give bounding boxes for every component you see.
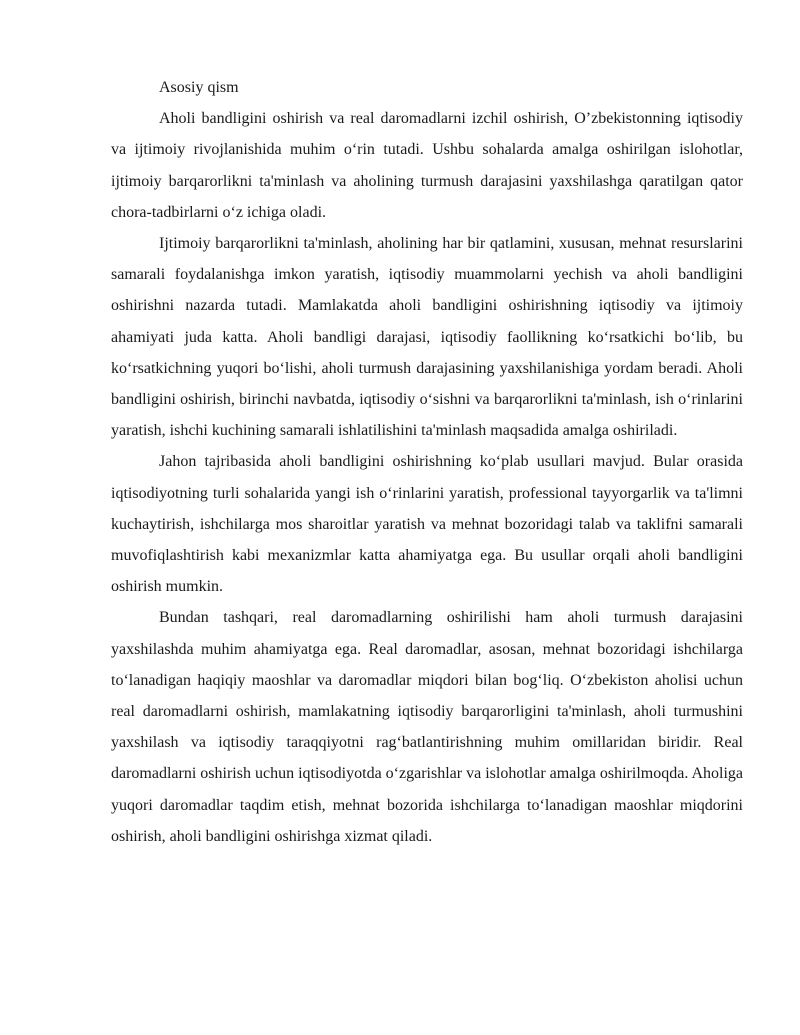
section-heading: Asosiy qism [159,79,239,96]
paragraph-1: Aholi bandligini oshirish va real daromadlarni izchil oshirish, O’zbekistonning iqtisodiy va ijtimoiy rivojlanishida muhim o‘rin tutadi. Ushbu sohalarda amalga oshirilgan islohotlar, ijtimoiy barqarorlikni ta'minlash va aholining turmush darajasini yaxshilashga qaratilgan qator chora-tadbirlarni o‘z ichiga oladi. [111,110,743,221]
paragraph-2: Ijtimoiy barqarorlikni ta'minlash, aholining har bir qatlamini, xususan, mehnat resurslarini samarali foydalanishga imkon yaratish, iqtisodiy muammolarni yechish va aholi bandligini oshirishni nazarda tutadi. Mamlakatda aholi bandligini oshirishning iqtisodiy va ijtimoiy ahamiyati juda katta. Aholi bandligi darajasi, iqtisodiy faollikning ko‘rsatkichi bo‘lib, bu ko‘rsatkichning yuqori bo‘lishi, aholi turmush darajasining yaxshilanishiga yordam beradi. Aholi bandligini oshirish, birinchi navbatda, iqtisodiy o‘sishni va barqarorlikni ta'minlash, ish o‘rinlarini yaratish, ishchi kuchining samarali ishlatilishini ta'minlash maqsadida amalga oshiriladi. [111,235,743,440]
document-body [111,72,743,852]
paragraph-3: Jahon tajribasida aholi bandligini oshirishning ko‘plab usullari mavjud. Bular orasida iqtisodiyotning turli sohalarida yangi ish o‘rinlarini yaratish, professional tayyorgarlik va ta'limni kuchaytirish, ishchilarga mos sharoitlar yaratish va mehnat bozoridagi talab va taklifni samarali muvofiqlashtirish kabi mexanizmlar katta ahamiyatga ega. Bu usullar orqali aholi bandligini oshirish mumkin. [111,453,743,596]
paragraph-4: Bundan tashqari, real daromadlarning oshirilishi ham aholi turmush darajasini yaxshilashda muhim ahamiyatga ega. Real daromadlar, asosan, mehnat bozoridagi ishchilarga to‘lanadigan haqiqiy maoshlar va daromadlar miqdori bilan bog‘liq. O‘zbekiston aholisi uchun real daromadlarni oshirish, mamlakatning iqtisodiy barqarorligini ta'minlash, aholi turmushini yaxshilash va iqtisodiy taraqqiyotni rag‘batlantirishning muhim omillaridan biridir. Real daromadlarni oshirish uchun iqtisodiyotda o‘zgarishlar va islohotlar amalga oshirilmoqda. Aholiga yuqori daromadlar taqdim etish, mehnat bozorida ishchilarga to‘lanadigan maoshlar miqdorini oshirish, aholi bandligini oshirishga xizmat qiladi. [111,609,743,845]
